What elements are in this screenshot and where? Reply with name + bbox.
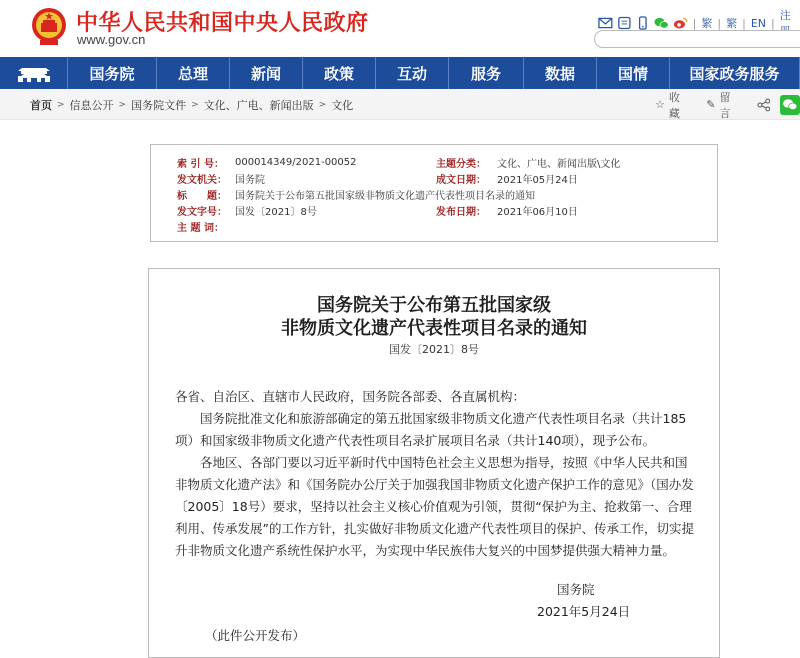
tiananmen-icon (14, 62, 54, 84)
site-url[interactable]: www.gov.cn (77, 32, 146, 47)
weibo-icon[interactable] (673, 16, 688, 30)
breadcrumb-state-council-docs[interactable]: 国务院文件 (131, 98, 187, 112)
document-salutation: 各省、自治区、直辖市人民政府，国务院各部委、各直属机构： (175, 389, 526, 404)
meta-docnum-label: 发文字号： (177, 207, 227, 218)
document-number: 国发〔2021〕8号 (389, 343, 479, 356)
nav-home[interactable] (0, 57, 68, 89)
meta-title-value: 国务院关于公布第五批国家级非物质文化遗产代表性项目名录的通知 (235, 191, 535, 202)
document-signer: 国务院 (557, 582, 595, 597)
nav-item-state-council[interactable]: 国务院 (68, 57, 157, 89)
register-link[interactable]: 注 (779, 9, 791, 22)
search-input[interactable] (594, 30, 800, 48)
breadcrumb-culture[interactable]: 文化 (331, 98, 354, 112)
meta-title-label: 标 题： (177, 191, 227, 202)
wechat-icon[interactable] (654, 16, 669, 30)
message-icon[interactable] (617, 16, 632, 30)
document-body-box (148, 268, 720, 658)
site-header (0, 0, 800, 57)
nav-item-policy[interactable]: 政策 (303, 57, 376, 89)
meta-docnum-value: 国发〔2021〕8号 (235, 207, 317, 218)
meta-category-label: 主题分类： (436, 159, 486, 170)
pencil-icon[interactable]: ✎ (706, 98, 716, 111)
document-paragraph: 国务院批准文化和旅游部确定的第五批国家级非物质文化遗产代表性项目名录（共计185项）和国家级非物质文化遗产代表性项目名录扩展项目名录（共计140项），现予公布。 (175, 411, 687, 448)
nav-item-news[interactable]: 新闻 (230, 57, 303, 89)
document-meta-box (150, 144, 718, 242)
site-title[interactable]: 中华人民共和国中央人民政府 (76, 10, 369, 36)
nav-item-premier[interactable]: 总理 (157, 57, 230, 89)
main-nav (0, 57, 800, 89)
nav-item-services[interactable]: 服务 (449, 57, 524, 89)
star-icon[interactable]: ☆ (655, 98, 665, 111)
content-area (30, 120, 800, 645)
document-title-line1: 国务院关于公布第五批国家级 (317, 295, 551, 316)
meta-published-label: 发布日期： (436, 207, 486, 218)
mobile-icon[interactable] (635, 16, 650, 30)
document-text (175, 386, 695, 562)
breadcrumb-culture-media[interactable]: 文化、广电、新闻出版 (203, 98, 314, 112)
lang-en[interactable]: EN (750, 16, 767, 30)
chevron-right-icon: > (318, 99, 327, 110)
chevron-right-icon: > (57, 99, 65, 110)
document-paragraph: 各地区、各部门要以习近平新时代中国特色社会主义思想为指导，按照《中华人民共和国非物质文化遗产法》和《国务院办公厅关于加强我国非物质文化遗产保护工作的意见》（国办发〔2005〕18号）要求，坚持以社会主义核心价值观为引领，贯彻“保护为主、抢救第一、合理利用、传承发展”的工作方针，扎实做好非物质文化遗产代表性项目的保护、传承工作，切实提升非物质文化遗产系统性保护水平，为实现中华民族伟大复兴的中国梦提供强大精神力量。 (175, 455, 694, 558)
meta-created-value: 2021年05月24日 (497, 175, 578, 186)
meta-category-value: 文化、广电、新闻出版\文化 (497, 159, 621, 170)
meta-created-label: 成文日期： (436, 175, 486, 186)
favorite-button[interactable]: 收藏 (668, 90, 680, 120)
page-actions (655, 89, 800, 120)
document-footnote: （此件公开发布） (205, 628, 306, 643)
lang-traditional[interactable]: 繁 (701, 17, 713, 30)
mail-icon[interactable] (598, 16, 613, 30)
meta-issuer-label: 发文机关： (177, 175, 227, 186)
header-tools: | 繁 | 繁 | EN | 注 (598, 7, 800, 39)
breadcrumb-info-disclosure[interactable]: 信息公开 (69, 98, 114, 112)
meta-keywords-label: 主 题 词： (177, 223, 224, 234)
nav-item-data[interactable]: 数据 (524, 57, 597, 89)
nav-item-national-conditions[interactable]: 国情 (597, 57, 670, 89)
breadcrumb-bar (0, 89, 800, 120)
chevron-right-icon: > (118, 99, 127, 110)
share-icon[interactable] (757, 98, 771, 112)
document-sign-date: 2021年5月24日 (537, 604, 631, 619)
comment-button[interactable]: 留言 (719, 90, 731, 120)
nav-item-interaction[interactable]: 互动 (376, 57, 449, 89)
chevron-right-icon: > (191, 99, 199, 110)
meta-index-value: 000014349/2021-00052 (235, 157, 357, 168)
breadcrumb (30, 89, 353, 120)
national-emblem-icon[interactable] (30, 6, 68, 46)
nav-item-gov-services[interactable]: 国家政务服务 (670, 57, 800, 89)
lang-simplified[interactable]: 繁 (726, 17, 738, 30)
document-title-line2: 非物质文化遗产代表性项目名录的通知 (281, 318, 587, 339)
wechat-share-icon[interactable] (780, 95, 800, 115)
breadcrumb-home[interactable]: 首页 (30, 98, 52, 112)
meta-index-label: 索 引 号： (177, 159, 224, 170)
meta-issuer-value: 国务院 (235, 175, 265, 186)
meta-published-value: 2021年06月10日 (497, 207, 578, 218)
